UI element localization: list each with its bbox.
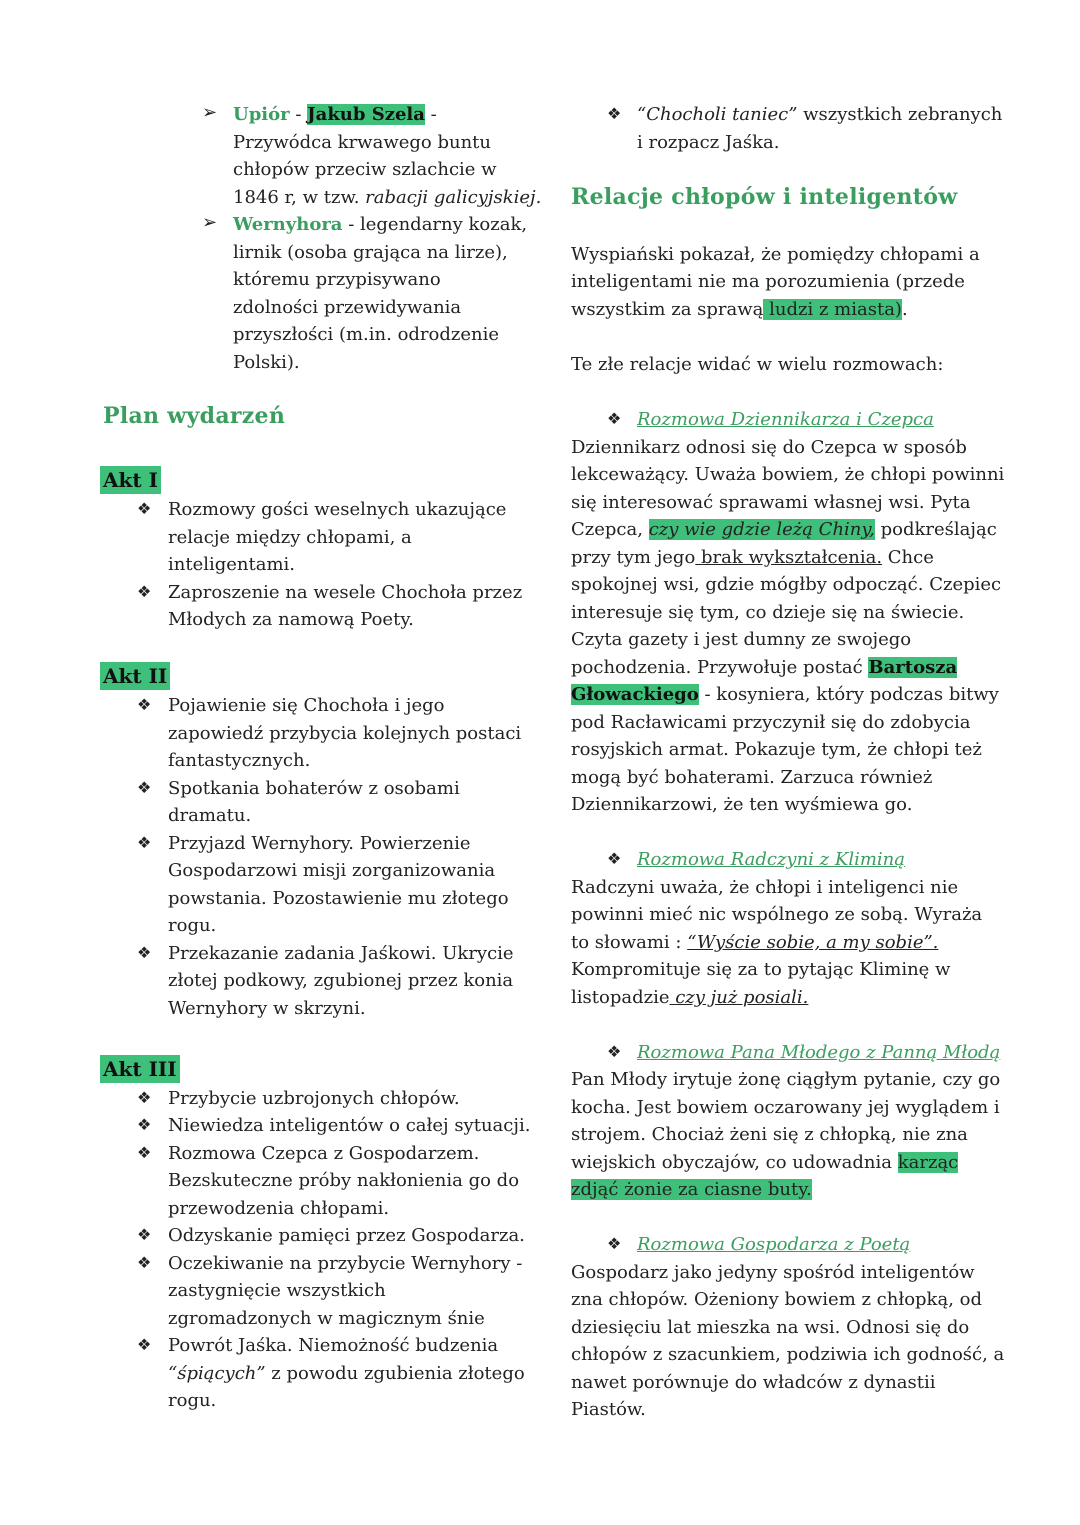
text-line: inteligentami nie ma porozumienia (przede (571, 271, 965, 292)
text-line: wiejskich obyczajów, co udowadnia karząc (571, 1152, 959, 1173)
text-line: Czyta gazety i jest dumny ze swojego (571, 629, 912, 650)
text-line: wszystkim za sprawą ludzi z miasta). (571, 299, 908, 320)
diamond-bullet-icon: ❖ (137, 1088, 152, 1107)
text-line: pochodzenia. Przywołuje postać Bartosza (571, 657, 958, 678)
relacje-heading: Relacje chłopów i inteligentów (571, 184, 958, 210)
diamond-bullet-icon: ❖ (137, 1253, 152, 1272)
diamond-bullet-icon: ❖ (607, 849, 622, 868)
list-item: Oczekiwanie na przybycie Wernyhory - (168, 1253, 523, 1274)
akt-1-label: Akt I (100, 466, 161, 494)
list-item: Przekazanie zadania Jaśkowi. Ukrycie (168, 943, 514, 964)
diamond-bullet-icon: ❖ (137, 1225, 152, 1244)
text-line: “Chocholi taniec” wszystkich zebranych (637, 104, 1003, 125)
diamond-bullet-icon: ❖ (137, 499, 152, 518)
text-line: Kompromituje się za to pytając Kliminę w (571, 959, 951, 980)
list-item: dramatu. (168, 805, 252, 826)
text-line: kocha. Jest bowiem oczarowany jej wyglądem i (571, 1097, 1000, 1118)
diamond-bullet-icon: ❖ (137, 1115, 152, 1134)
list-item: złotej podkowy, zgubionej przez konia (168, 970, 514, 991)
text-line: to słowami : “Wyście sobie, a my sobie”. (571, 932, 939, 953)
list-item: Pojawienie się Chochoła i jego (168, 695, 445, 716)
text-line: się interesować sprawami własnej wsi. Pyta (571, 492, 971, 513)
text-line: Pan Młody irytuje żonę ciągłym pytanie, czy go (571, 1069, 1001, 1090)
list-item: “śpiących” z powodu zgubienia złotego (168, 1363, 525, 1384)
text-line: dziesięciu lat mieszka na wsi. Odnosi się do (571, 1317, 970, 1338)
diamond-bullet-icon: ❖ (137, 833, 152, 852)
diamond-bullet-icon: ❖ (137, 943, 152, 962)
plan-heading: Plan wydarzeń (103, 403, 286, 429)
text-line: przyszłości (m.in. odrodzenie (233, 324, 500, 345)
list-item: Przybycie uzbrojonych chłopów. (168, 1088, 460, 1109)
list-item: powstania. Pozostawienie mu złotego (168, 888, 509, 909)
list-item: Gospodarzowi misji zorganizowania (168, 860, 496, 881)
list-item: Powrót Jaśka. Niemożność budzenia (168, 1335, 499, 1356)
text-line: Polski). (233, 352, 300, 373)
diamond-bullet-icon: ❖ (137, 582, 152, 601)
diamond-bullet-icon: ❖ (607, 1234, 622, 1253)
text-line: chłopów z szacunkiem, podziwia ich godność, a (571, 1344, 1005, 1365)
diamond-bullet-icon: ❖ (137, 1335, 152, 1354)
list-item: fantastycznych. (168, 750, 311, 771)
text-line: zdolności przewidywania (233, 297, 462, 318)
diamond-bullet-icon: ❖ (137, 1143, 152, 1162)
list-item: Przyjazd Wernyhory. Powierzenie (168, 833, 471, 854)
text-line: powinni mieć nic wspólnego ze sobą. Wyraża (571, 904, 983, 925)
list-item: zastygnięcie wszystkich (168, 1280, 386, 1301)
text-line: listopadzie czy już posiali. (571, 987, 809, 1008)
diamond-bullet-icon: ❖ (607, 104, 622, 123)
conversation-title-3: Rozmowa Pana Młodego z Panną Młodą (637, 1042, 1001, 1063)
text-line: nawet porównuje do władców z dynastii (571, 1372, 936, 1393)
text-line: Wyspiański pokazał, że pomiędzy chłopami a (571, 244, 980, 265)
list-item: Rozmowy gości weselnych ukazujące (168, 499, 507, 520)
conversation-title-1: Rozmowa Dziennikarza i Czepca (637, 409, 934, 430)
list-item: Odzyskanie pamięci przez Gospodarza. (168, 1225, 525, 1246)
text-line: chłopów przeciw szlachcie w (233, 159, 497, 180)
list-item: Spotkania bohaterów z osobami (168, 778, 460, 799)
text-line: 1846 r, w tzw. rabacji galicyjskiej. (233, 187, 542, 208)
list-item: przewodzenia chłopami. (168, 1198, 390, 1219)
list-item: rogu. (168, 915, 217, 936)
text-line: Te złe relacje widać w wielu rozmowach: (571, 354, 944, 375)
text-line: lirnik (osoba grająca na lirze), (233, 242, 508, 263)
text-line: Dziennikarz odnosi się do Czepca w sposób (571, 437, 967, 458)
diamond-bullet-icon: ❖ (137, 778, 152, 797)
text-line: lekceważący. Uważa bowiem, że chłopi powinni (571, 464, 1005, 485)
akt-2-label: Akt II (100, 662, 170, 690)
text-line: mogą być bohaterami. Zarzuca również (571, 767, 933, 788)
list-item: Zaproszenie na wesele Chochoła przez (168, 582, 523, 603)
text-line: Piastów. (571, 1399, 646, 1420)
list-item: Wernyhory w skrzyni. (168, 998, 366, 1019)
list-item: relacje między chłopami, a (168, 527, 412, 548)
list-item: rogu. (168, 1390, 217, 1411)
list-item: zapowiedź przybycia kolejnych postaci (168, 723, 522, 744)
text-line: strojem. Chociaż żeni się z chłopką, nie zna (571, 1124, 968, 1145)
list-item: inteligentami. (168, 554, 296, 575)
conversation-title-2: Rozmowa Radczyni z Kliminą (637, 849, 905, 870)
text-line: pod Racławicami przyczynił się do zdobycia (571, 712, 971, 733)
text-line: któremu przypisywano (233, 269, 441, 290)
list-item: zgromadzonych w magicznym śnie (168, 1308, 485, 1329)
arrow-bullet-icon: ➢ (202, 212, 218, 233)
text-line: rosyjskich armat. Pokazuje tym, że chłopi też (571, 739, 982, 760)
diamond-bullet-icon: ❖ (137, 695, 152, 714)
akt-3-label: Akt III (100, 1055, 180, 1083)
text-line: zdjąć żonie za ciasne buty. (571, 1179, 812, 1200)
text-line: Radczyni uważa, że chłopi i inteligenci nie (571, 877, 959, 898)
upior-line: Upiór - Jakub Szela - (233, 104, 437, 125)
list-item: Bezskuteczne próby nakłonienia go do (168, 1170, 520, 1191)
text-line: i rozpacz Jaśka. (637, 132, 780, 153)
text-line: Przywódca krwawego buntu (233, 132, 491, 153)
list-item: Niewiedza inteligentów o całej sytuacji. (168, 1115, 531, 1136)
text-line: Dziennikarzowi, że ten wyśmiewa go. (571, 794, 913, 815)
list-item: Młodych za namową Poety. (168, 609, 414, 630)
text-line: Głowackiego - kosyniera, który podczas bitwy (571, 684, 999, 705)
text-line: interesuje się tym, co dzieje się na świecie. (571, 602, 965, 623)
conversation-title-4: Rozmowa Gospodarza z Poetą (637, 1234, 911, 1255)
wernyhora-line: Wernyhora - legendarny kozak, (233, 214, 528, 235)
arrow-bullet-icon: ➢ (202, 102, 218, 123)
text-line: zna chłopów. Ożeniony bowiem z chłopką, od (571, 1289, 982, 1310)
diamond-bullet-icon: ❖ (607, 409, 622, 428)
text-line: Czepca, czy wie gdzie leżą Chiny, podkreślając (571, 519, 997, 540)
list-item: Rozmowa Czepca z Gospodarzem. (168, 1143, 480, 1164)
text-line: spokojnej wsi, gdzie mógłby odpocząć. Czepiec (571, 574, 1002, 595)
text-line: przy tym jego brak wykształcenia. Chce (571, 547, 934, 568)
diamond-bullet-icon: ❖ (607, 1042, 622, 1061)
text-line: Gospodarz jako jedyny spośród inteligentów (571, 1262, 975, 1283)
